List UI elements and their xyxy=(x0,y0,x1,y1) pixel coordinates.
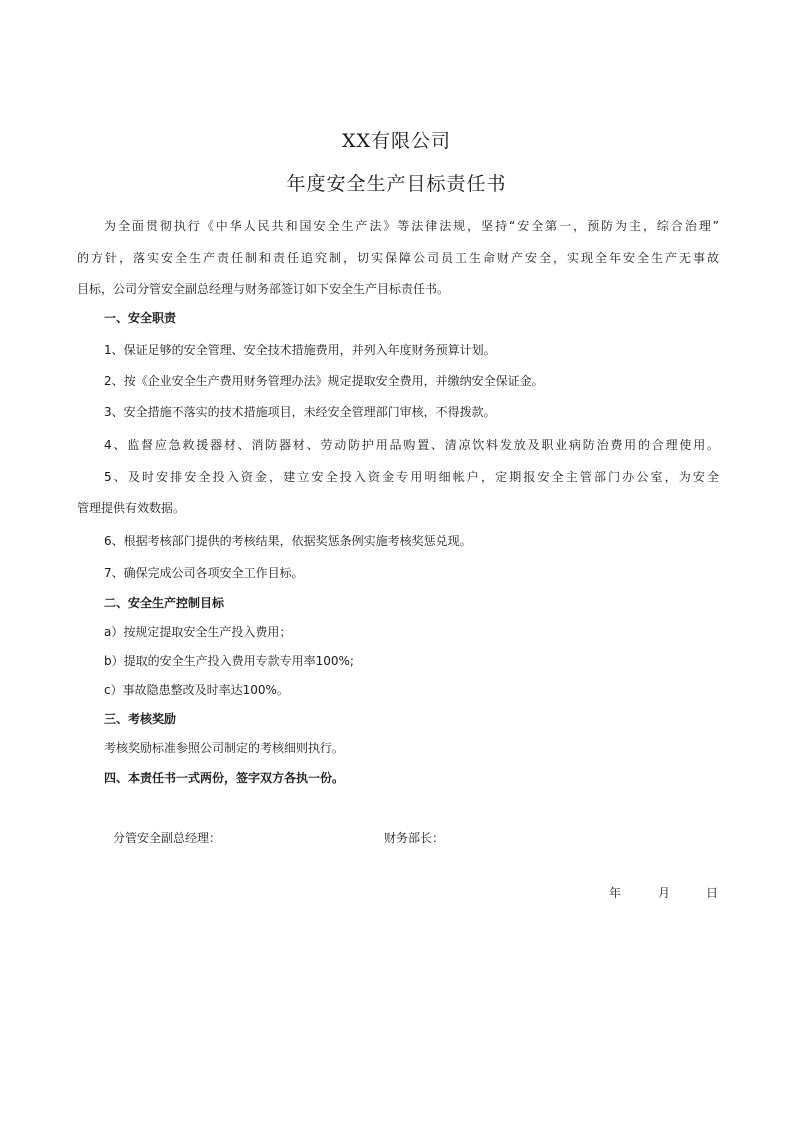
date-day: 日 xyxy=(706,886,719,900)
section-2-heading: 二、安全生产控制目标 xyxy=(104,596,225,610)
company-title: XX有限公司 xyxy=(341,130,452,152)
section-3-text: 考核奖励标准参照公司制定的考核细则执行。 xyxy=(104,741,345,755)
section-1-item-4: 4、监督应急救援器材、消防器材、劳动防护用品购置、清凉饮料发放及职业病防治费用的合理使用。 xyxy=(104,438,719,452)
section-1-heading: 一、安全职责 xyxy=(104,311,177,325)
intro-line-2: 的方针，落实安全生产责任制和责任追究制，切实保障公司员工生命财产安全，实现全年安全生产无事故 xyxy=(77,251,719,265)
section-2-item-c: c）事故隐患整改及时率达100%。 xyxy=(104,683,289,697)
section-2-item-a: a）按规定提取安全生产投入费用； xyxy=(104,625,292,639)
date-month: 月 xyxy=(658,886,671,900)
intro-line-3: 目标，公司分管安全副总经理与财务部签订如下安全生产目标责任书。 xyxy=(77,282,450,296)
section-1-item-1: 1、保证足够的安全管理、安全技术措施费用，并列入年度财务预算计划。 xyxy=(104,343,496,357)
section-1-item-5-line-2: 管理提供有效数据。 xyxy=(77,501,186,515)
section-4-heading: 四、本责任书一式两份，签字双方各执一份。 xyxy=(104,771,345,785)
section-1-item-3: 3、安全措施不落实的技术措施项目，未经安全管理部门审核，不得拨款。 xyxy=(104,405,496,419)
intro-line-1: 为全面贯彻执行《中华人民共和国安全生产法》等法律法规，坚持“安全第一，预防为主，综合治理” xyxy=(104,219,719,233)
document-title: 年度安全生产目标责任书 xyxy=(286,173,507,195)
section-3-heading: 三、考核奖励 xyxy=(104,712,177,726)
date-year: 年 xyxy=(609,886,622,900)
signature-deputy-gm: 分管安全副总经理： xyxy=(113,831,222,845)
section-1-item-5-line-1: 5、及时安排安全投入资金，建立安全投入资金专用明细帐户，定期报安全主管部门办公室，为安全 xyxy=(104,470,719,484)
section-1-item-6: 6、根据考核部门提供的考核结果，依据奖惩条例实施考核奖惩兑现。 xyxy=(104,534,472,548)
section-1-item-7: 7、确保完成公司各项安全工作目标。 xyxy=(104,566,304,580)
section-2-item-b: b）提取的安全生产投入费用专款专用率100%; xyxy=(104,654,354,668)
section-1-item-2: 2、按《企业安全生产费用财务管理办法》规定提取安全费用，并缴纳安全保证金。 xyxy=(104,374,544,388)
signature-finance-head: 财务部长： xyxy=(384,831,445,845)
